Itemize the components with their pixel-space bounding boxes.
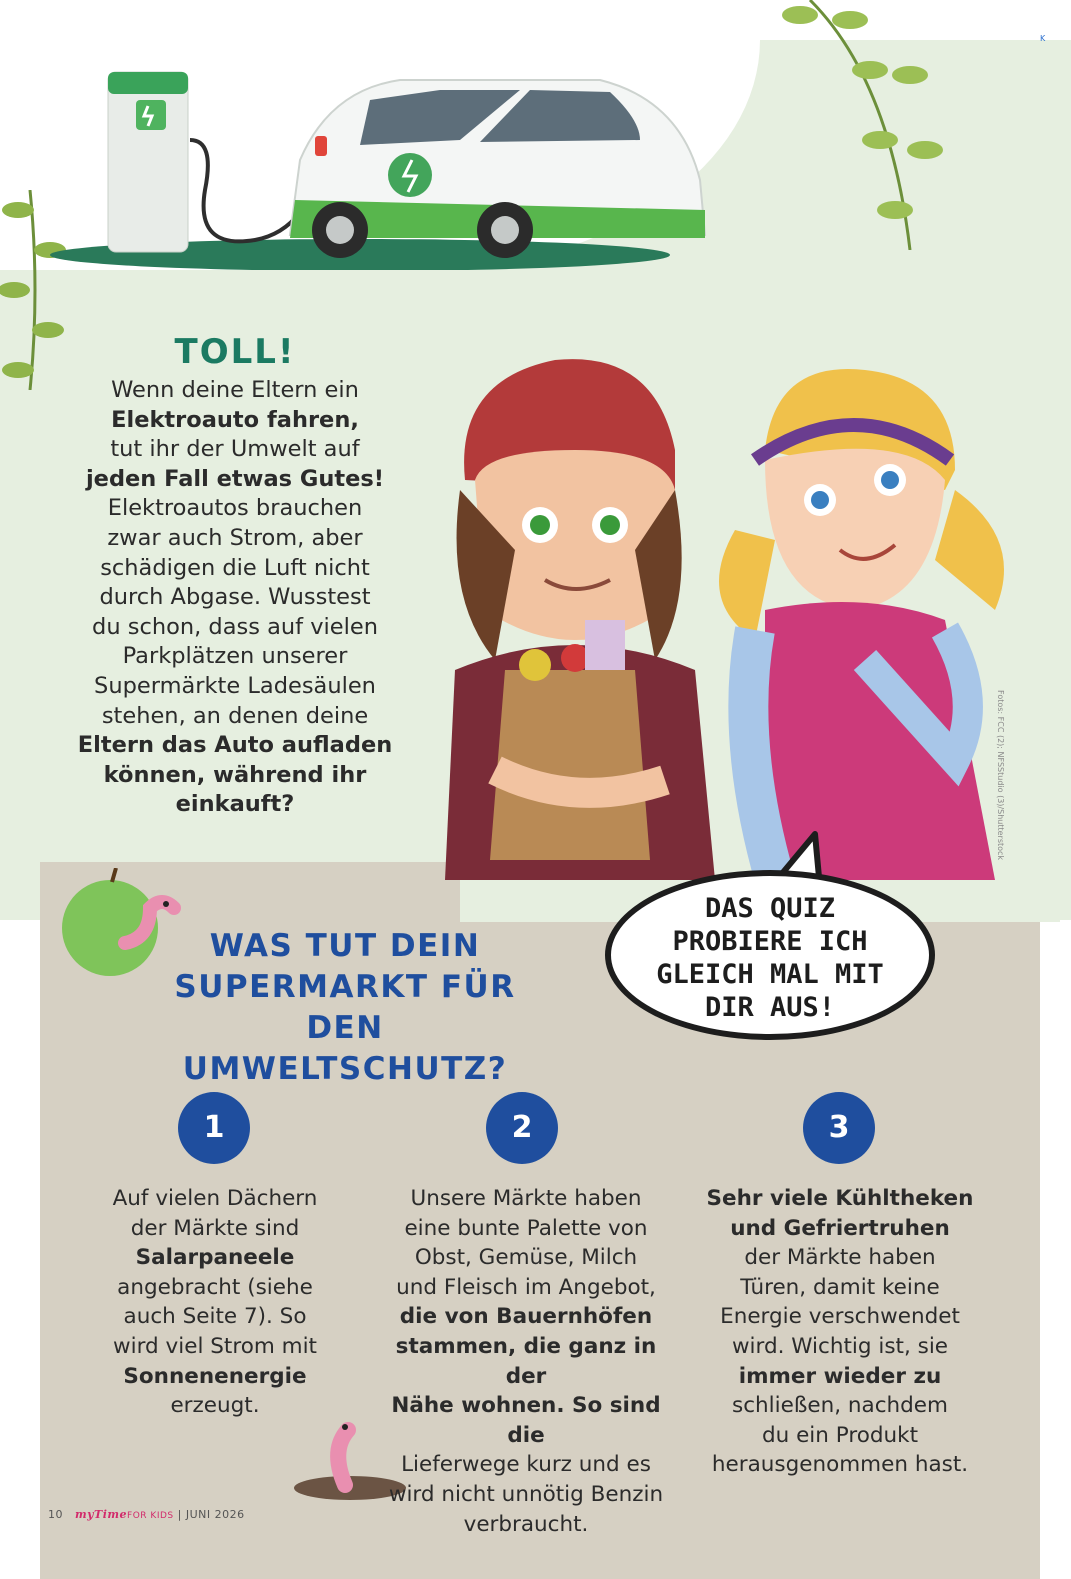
item-line: Lieferwege kurz und es xyxy=(401,1452,651,1478)
item-line: der Märkte sind xyxy=(130,1215,300,1241)
quiz-title-line: WAS TUT DEIN xyxy=(209,928,481,964)
number-badge-3: 3 xyxy=(803,1092,875,1164)
intro-line: stehen, an denen deine xyxy=(101,702,369,729)
issue-date: | JUNI 2026 xyxy=(177,1508,245,1521)
item-line: Türen, damit keine xyxy=(740,1274,940,1300)
intro-line: schädigen die Luft nicht xyxy=(100,554,370,581)
quiz-title xyxy=(150,926,540,1090)
intro-title: TOLL! xyxy=(174,332,296,372)
item-line: du ein Produkt xyxy=(761,1422,919,1448)
item-line: eine bunte Palette von xyxy=(404,1215,648,1241)
bubble-line: DIR AUS! xyxy=(704,992,836,1023)
intro-line: Wenn deine Eltern ein xyxy=(111,377,359,403)
item-line: Sehr viele Kühltheken xyxy=(706,1186,974,1211)
item-line: Energie verschwendet xyxy=(720,1304,960,1330)
item-line: Sonnenenergie xyxy=(123,1363,307,1389)
photo-credit: Fotos: FCC (2); NFSStudio (3)/Shutterstock xyxy=(996,690,1005,861)
intro-line: tut ihr der Umwelt auf xyxy=(110,436,360,463)
intro-line: Eltern das Auto aufladen xyxy=(77,732,393,759)
quiz-title-line: SUPERMARKT FÜR xyxy=(174,969,516,1005)
quiz-item-3 xyxy=(695,1184,985,1480)
intro-line: können, während ihr xyxy=(103,761,367,788)
item-line: Obst, Gemüse, Milch xyxy=(414,1245,638,1271)
item-line: stammen, die ganz in der xyxy=(395,1333,657,1389)
item-line: wird. Wichtig ist, sie xyxy=(731,1333,949,1359)
page-number: 10 xyxy=(48,1508,63,1521)
brand-logo: myTime xyxy=(75,1508,128,1521)
item-line: immer wieder zu xyxy=(738,1363,942,1389)
item-line: Nähe wohnen. So sind die xyxy=(391,1393,661,1448)
item-line: der Märkte haben xyxy=(744,1245,936,1271)
item-line: wird nicht unnötig Benzin xyxy=(388,1481,664,1507)
item-line: schließen, nachdem xyxy=(732,1393,948,1419)
intro-line: Supermärkte Ladesäulen xyxy=(94,672,376,699)
intro-line: jeden Fall etwas Gutes! xyxy=(85,465,385,492)
item-line: angebracht (siehe xyxy=(117,1274,313,1300)
quiz-item-1 xyxy=(70,1184,360,1421)
number-badge-2: 2 xyxy=(486,1092,558,1164)
item-line: erzeugt. xyxy=(170,1393,260,1419)
intro-line: einkauft? xyxy=(175,791,295,818)
item-line: die von Bauernhöfen xyxy=(399,1304,653,1330)
bubble-line: GLEICH MAL MIT xyxy=(656,959,884,990)
intro-text xyxy=(60,332,410,820)
speech-bubble-text xyxy=(615,892,925,1024)
item-line: und Gefriertruhen xyxy=(730,1215,950,1241)
intro-line: Elektroautos brauchen xyxy=(107,495,363,522)
bubble-line: PROBIERE ICH xyxy=(672,926,868,957)
brand-suffix: FOR KIDS xyxy=(127,1511,174,1521)
item-line: Unsere Märkte haben xyxy=(410,1186,642,1211)
children-illustration xyxy=(435,340,1020,900)
quiz-title-line: DEN UMWELTSCHUTZ? xyxy=(182,1010,508,1087)
item-line: auch Seite 7). So xyxy=(123,1304,307,1330)
intro-line: du schon, dass auf vielen xyxy=(92,613,378,640)
item-line: wird viel Strom mit xyxy=(113,1333,317,1359)
number-badge-1: 1 xyxy=(178,1092,250,1164)
quiz-item-2 xyxy=(376,1184,676,1539)
item-line: Auf vielen Dächern xyxy=(112,1186,318,1211)
page-footer xyxy=(48,1508,245,1521)
bubble-line: DAS QUIZ xyxy=(704,893,836,924)
leaves-right-illustration xyxy=(770,0,950,250)
intro-line: Elektroauto fahren, xyxy=(111,406,359,433)
item-line: verbraucht. xyxy=(463,1511,589,1537)
corner-mark: K xyxy=(1040,34,1046,43)
item-line: herausgenommen hast. xyxy=(711,1452,969,1478)
electric-car-illustration xyxy=(40,60,720,270)
intro-line: zwar auch Strom, aber xyxy=(107,524,363,551)
intro-line: durch Abgase. Wusstest xyxy=(99,584,371,611)
item-line: und Fleisch im Angebot, xyxy=(396,1274,656,1300)
item-line: Salarpaneele xyxy=(135,1245,295,1271)
intro-line: Parkplätzen unserer xyxy=(122,643,348,670)
